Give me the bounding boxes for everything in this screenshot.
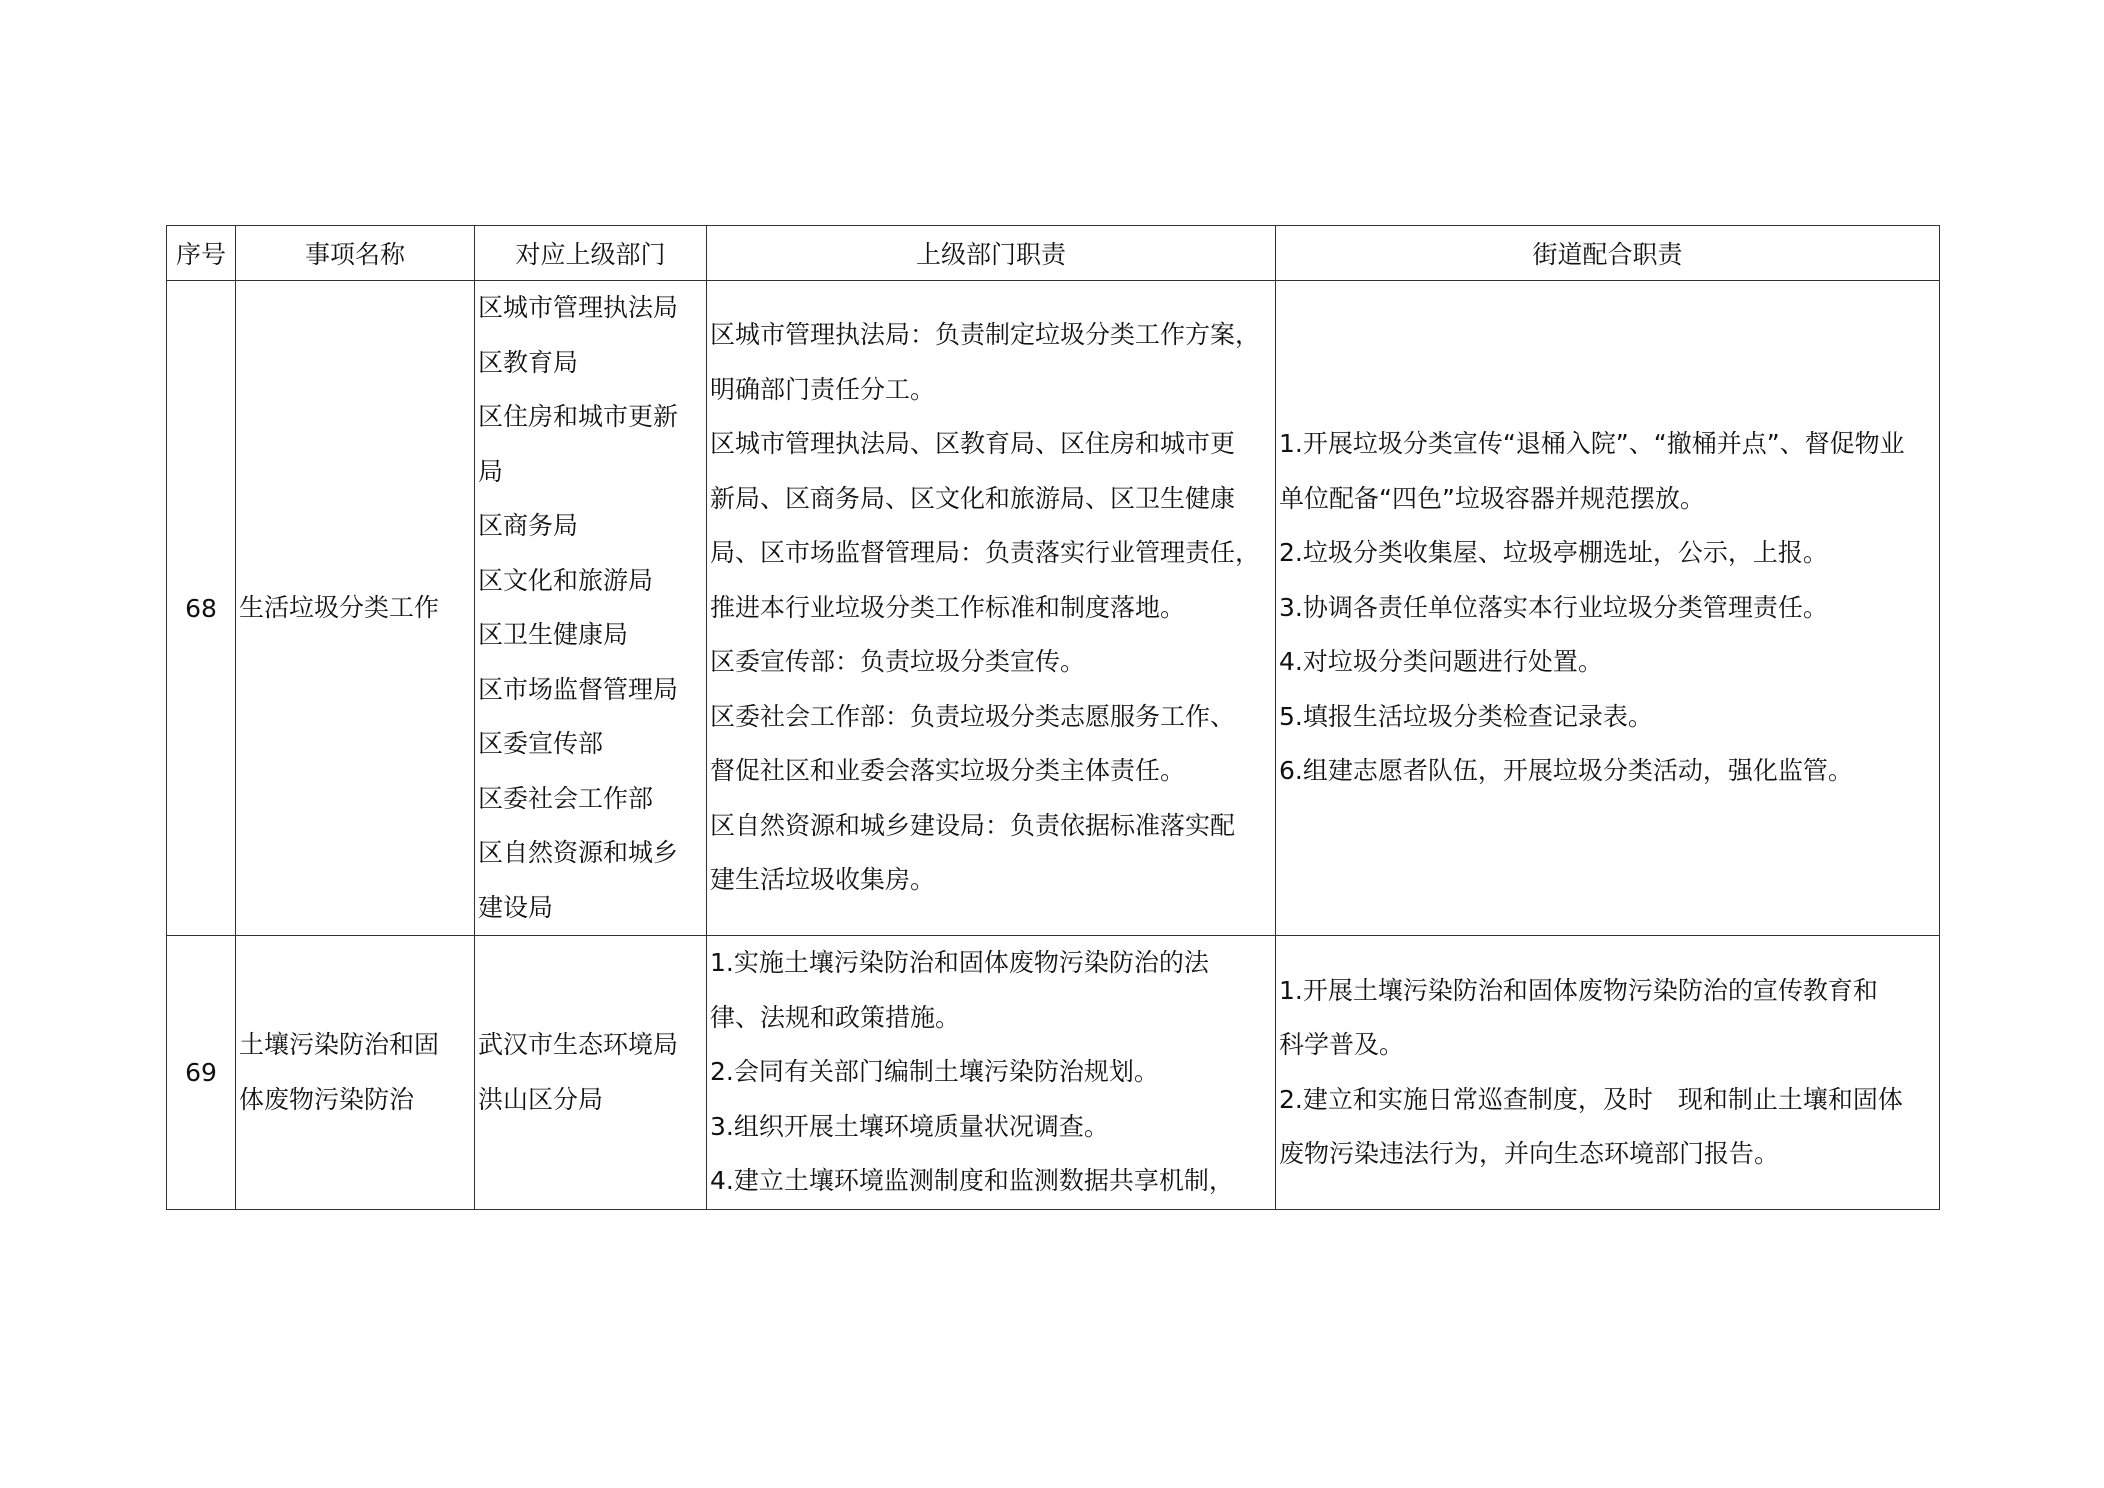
superior-duty-line: 新局、区商务局、区文化和旅游局、区卫生健康 [710, 483, 1236, 513]
department-line: 区教育局 [478, 347, 579, 377]
superior-duty-line: 区自然资源和城乡建设局：负责依据标准落实配 [710, 810, 1236, 840]
street-duty-line: 废物污染违法行为，并向生态环境部门报告。 [1279, 1139, 1780, 1168]
header-superior-duties: 上级部门职责 [707, 226, 1276, 281]
street-duty-line: 2.垃圾分类收集屋、垃圾亭棚选址，公示，上报。 [1279, 538, 1828, 568]
superior-duty-line: 律、法规和政策措施。 [710, 1002, 961, 1032]
item-name-line: 生活垃圾分类工作 [239, 592, 440, 622]
department-line: 区市场监督管理局 [478, 674, 679, 704]
department-line: 洪山区分局 [478, 1084, 604, 1114]
street-duty-line: 单位配备“四色”垃圾容器并规范摆放。 [1279, 483, 1705, 513]
header-street-duties: 街道配合职责 [1276, 226, 1940, 281]
superior-duty-line: 区委社会工作部：负责垃圾分类志愿服务工作、 [710, 701, 1236, 731]
row-item-name [236, 281, 475, 936]
street-duty-line: 3.协调各责任单位落实本行业垃圾分类管理责任。 [1279, 592, 1828, 622]
header-serial-number: 序号 [167, 226, 236, 281]
table-header-row [167, 226, 1940, 281]
street-duty-line: 4.对垃圾分类问题进行处置。 [1279, 647, 1603, 677]
department-line: 区城市管理执法局 [478, 293, 679, 322]
table-row [167, 936, 1940, 1210]
superior-duty-line: 区城市管理执法局：负责制定垃圾分类工作方案， [710, 320, 1261, 350]
department-line: 区住房和城市更新 [478, 402, 679, 431]
street-duty-line: 科学普及。 [1279, 1030, 1405, 1059]
street-duty-line: 1.开展垃圾分类宣传“退桶入院”、“撤桶并点”、督促物业 [1279, 429, 1905, 459]
superior-duty-line: 局、区市场监督管理局：负责落实行业管理责任， [710, 538, 1261, 568]
item-name-line: 土壤污染防治和固 [239, 1030, 440, 1059]
header-item-name: 事项名称 [236, 226, 475, 281]
superior-duty-line: 2.会同有关部门编制土壤污染防治规划。 [710, 1057, 1159, 1087]
row-departments [475, 281, 707, 936]
row-item-name [236, 936, 475, 1210]
street-duty-line: 2.建立和实施日常巡查制度，及时 现和制止土壤和固体 [1279, 1084, 1903, 1114]
department-line: 区卫生健康局 [478, 620, 629, 649]
item-name-line: 体废物污染防治 [239, 1084, 415, 1114]
street-duty-line: 6.组建志愿者队伍，开展垃圾分类活动，强化监管。 [1279, 756, 1853, 786]
department-line: 区商务局 [478, 511, 579, 540]
row-street-duties [1276, 281, 1940, 936]
department-line: 建设局 [478, 892, 554, 922]
superior-duty-line: 3.组织开展土壤环境质量状况调查。 [710, 1111, 1109, 1141]
superior-duty-line: 建生活垃圾收集房。 [710, 865, 936, 895]
row-serial-number: 69 [167, 936, 236, 1210]
superior-duty-line: 推进本行业垃圾分类工作标准和制度落地。 [710, 592, 1186, 622]
header-superior-department: 对应上级部门 [475, 226, 707, 281]
department-line: 区自然资源和城乡 [478, 838, 679, 867]
row-departments [475, 936, 707, 1210]
row-serial-number: 68 [167, 281, 236, 936]
superior-duty-line: 区城市管理执法局、区教育局、区住房和城市更 [710, 429, 1236, 459]
superior-duty-line: 1.实施土壤污染防治和固体废物污染防治的法 [710, 948, 1209, 978]
superior-duty-line: 督促社区和业委会落实垃圾分类主体责任。 [710, 756, 1186, 786]
row-superior-duties [707, 281, 1276, 936]
department-line: 局 [478, 456, 504, 486]
row-street-duties [1276, 936, 1940, 1210]
street-duty-line: 1.开展土壤污染防治和固体废物污染防治的宣传教育和 [1279, 975, 1878, 1005]
department-line: 区文化和旅游局 [478, 565, 654, 595]
superior-duty-line: 区委宣传部：负责垃圾分类宣传。 [710, 647, 1086, 677]
row-superior-duties [707, 936, 1276, 1210]
superior-duty-line: 明确部门责任分工。 [710, 374, 936, 404]
street-duty-line: 5.填报生活垃圾分类检查记录表。 [1279, 701, 1653, 731]
department-line: 区委社会工作部 [478, 783, 654, 813]
department-line: 武汉市生态环境局 [478, 1030, 679, 1059]
table-row [167, 281, 1940, 936]
department-line: 区委宣传部 [478, 729, 604, 758]
superior-duty-line: 4.建立土壤环境监测制度和监测数据共享机制， [710, 1166, 1234, 1196]
duty-table [166, 225, 1940, 1210]
